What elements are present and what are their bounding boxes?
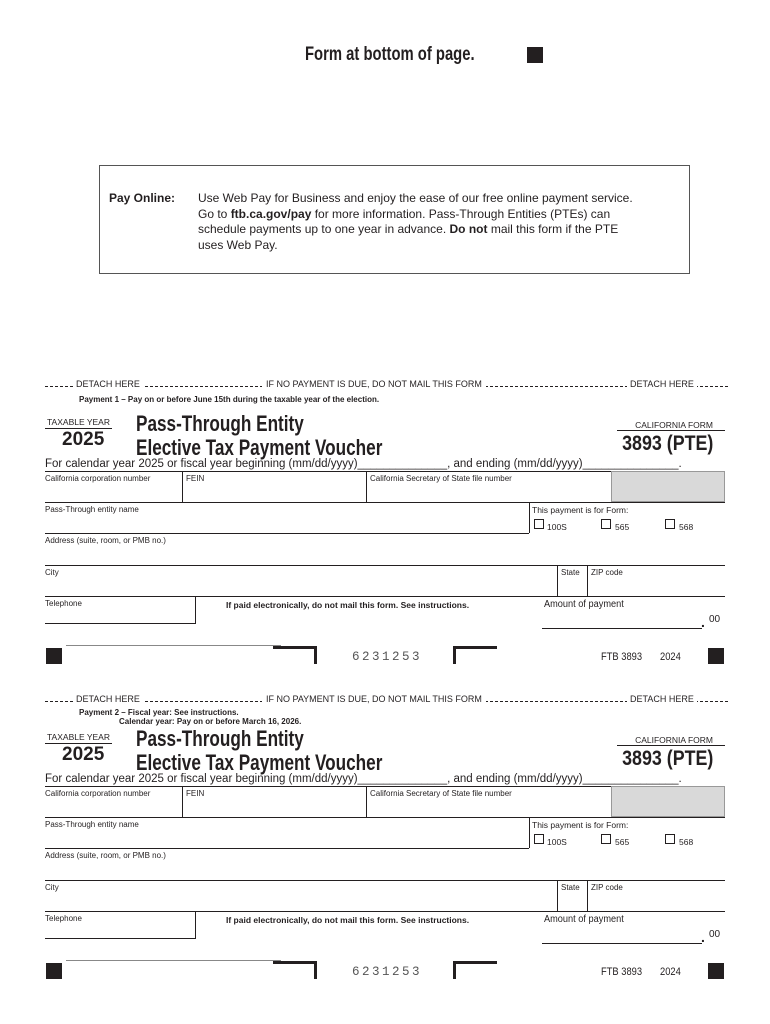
voucher-title-line1: Pass-Through Entity [136,411,304,436]
form-100s-label: 100S [547,522,567,532]
registration-mark [46,648,62,664]
form-568-checkbox[interactable] [665,834,675,844]
ftb-form-id: FTB 3893 [601,966,643,978]
scan-corner-mark [453,646,497,664]
payment-voucher-1 [0,378,770,698]
decimal-point: . [701,929,705,945]
address-label: Address (suite, room, or PMB no.) [45,851,166,860]
california-form-label: CALIFORNIA FORM [635,420,713,430]
corp-number-label: California corporation number [45,789,151,798]
state-label: State [561,568,580,577]
detach-here-left: DETACH HERE [73,694,143,704]
fein-label: FEIN [186,474,205,483]
amount-cents: 00 [709,929,721,940]
taxable-year-label: TAXABLE YEAR [47,417,110,427]
entity-name-label: Pass-Through entity name [45,820,139,829]
form-100s-label: 100S [547,837,567,847]
paid-electronically-notice: If paid electronically, do not mail this form. See instructions. [226,600,470,610]
form-565-checkbox[interactable] [601,834,611,844]
pay-online-text [198,191,668,253]
city-label: City [45,568,59,577]
sos-file-label: California Secretary of State file number [370,474,512,483]
form-568-checkbox[interactable] [665,519,675,529]
payment-for-label: This payment is for Form: [532,505,629,515]
sos-file-label: California Secretary of State file number [370,789,512,798]
amount-label: Amount of payment [544,599,624,610]
form-number: 3893 (PTE) [621,747,713,770]
pay-online-line: Use Web Pay for Business and enjoy the ease of our free online payment service. [198,191,633,205]
address-label: Address (suite, room, or PMB no.) [45,536,166,545]
detach-line [45,693,728,707]
page-title: Form at bottom of page. [305,44,475,65]
amount-field[interactable] [542,628,702,629]
payment-note: Payment 2 – Fiscal year: See instructions. Calendar year: Pay on or before March 16, 2026. [79,708,302,726]
fiscal-year-line[interactable]: For calendar year 2025 or fiscal year beginning (mm/dd/yyyy)______________, and ending (mm/dd/yyyy)_______________. [45,458,682,470]
web-pay-link[interactable]: ftb.ca.gov/pay [230,206,312,221]
voucher-title [136,727,382,775]
pay-online-label: Pay Online: [109,191,176,205]
form-100s-checkbox[interactable] [534,519,544,529]
registration-mark [527,47,543,63]
corp-number-label: California corporation number [45,474,151,483]
zip-label: ZIP code [591,883,623,892]
taxable-year: 2025 [62,744,105,765]
scan-code: 6231253 [352,650,423,664]
detach-here-right: DETACH HERE [627,379,697,389]
office-use-area [611,786,725,817]
entity-name-label: Pass-Through entity name [45,505,139,514]
telephone-label: Telephone [45,599,82,608]
form-565-label: 565 [615,522,630,532]
decimal-point: . [701,614,705,630]
ftb-form-id: FTB 3893 [601,651,643,663]
office-use-area [611,471,725,502]
zip-label: ZIP code [591,568,623,577]
ftb-revision-year: 2024 [660,966,681,978]
pay-online-line: uses Web Pay. [198,237,278,252]
do-not-emphasis: Do not [449,222,488,236]
amount-label: Amount of payment [544,914,624,925]
voucher-title-line2: Elective Tax Payment Voucher [136,750,383,775]
fiscal-year-line[interactable]: For calendar year 2025 or fiscal year beginning (mm/dd/yyyy)______________, and ending (mm/dd/yyyy)_______________. [45,773,682,785]
amount-field[interactable] [542,943,702,944]
pay-online-box [99,165,690,274]
amount-cents: 00 [709,614,721,625]
detach-here-right: DETACH HERE [627,694,697,704]
scan-corner-mark [273,646,317,664]
registration-mark [708,648,724,664]
detach-notice: IF NO PAYMENT IS DUE, DO NOT MAIL THIS FORM [262,379,486,389]
pay-online-line: Go to [198,206,231,221]
form-568-label: 568 [679,837,694,847]
scan-corner-mark [273,961,317,979]
fein-label: FEIN [186,789,205,798]
payment-note: Payment 1 – Pay on or before June 15th during the taxable year of the election. [79,395,380,404]
form-568-label: 568 [679,522,694,532]
detach-here-left: DETACH HERE [73,379,143,389]
ftb-revision-year: 2024 [660,651,681,663]
pay-online-line: mail this form if the PTE [487,222,619,236]
registration-mark [708,963,724,979]
taxable-year: 2025 [62,429,105,450]
california-form-label: CALIFORNIA FORM [635,735,713,745]
telephone-label: Telephone [45,914,82,923]
detach-notice: IF NO PAYMENT IS DUE, DO NOT MAIL THIS FORM [262,694,486,704]
form-565-checkbox[interactable] [601,519,611,529]
form-100s-checkbox[interactable] [534,834,544,844]
registration-mark [46,963,62,979]
paid-electronically-notice: If paid electronically, do not mail this form. See instructions. [226,915,470,925]
taxable-year-label: TAXABLE YEAR [47,732,110,742]
payment-voucher-2 [0,693,770,1013]
state-label: State [561,883,580,892]
form-number: 3893 (PTE) [621,432,713,455]
city-label: City [45,883,59,892]
scan-corner-mark [453,961,497,979]
detach-line [45,378,728,392]
voucher-title-line1: Pass-Through Entity [136,726,304,751]
form-565-label: 565 [615,837,630,847]
pay-online-line: schedule payments up to one year in advance. [198,222,450,236]
pay-online-line: for more information. Pass-Through Entities (PTEs) can [311,206,611,221]
voucher-title [136,412,382,460]
voucher-title-line2: Elective Tax Payment Voucher [136,435,383,460]
payment-for-label: This payment is for Form: [532,820,629,830]
scan-code: 6231253 [352,965,423,979]
